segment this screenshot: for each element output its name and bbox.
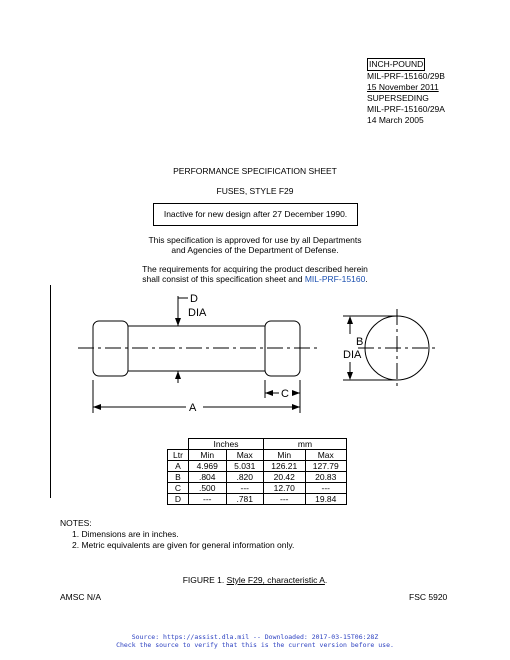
page-subtitle: FUSES, STYLE F29 <box>216 186 294 196</box>
superseding-label: SUPERSEDING <box>367 93 429 103</box>
page-title: PERFORMANCE SPECIFICATION SHEET <box>173 166 337 176</box>
note-item: 1. Dimensions are in inches. <box>72 529 179 539</box>
label-b-dia: DIA <box>343 349 362 361</box>
col-header: Min <box>264 450 306 461</box>
amsc-label: AMSC N/A <box>60 592 102 602</box>
approval-line-2: and Agencies of the Department of Defense. <box>171 245 339 255</box>
notes-heading: NOTES: <box>60 518 92 528</box>
table-row: B .804 .820 20.42 20.83 <box>168 472 347 483</box>
table-row: A 4.969 5.031 126.21 127.79 <box>168 461 347 472</box>
col-header: Min <box>189 450 227 461</box>
col-header: Ltr <box>168 450 189 461</box>
requirements-line-2: shall consist of this specification sheet and MIL-PRF-15160. <box>142 274 368 284</box>
approval-line-1: This specification is approved for use by all Departments <box>148 235 362 245</box>
superseded-document: MIL-PRF-15160/29A <box>367 104 445 114</box>
label-d: D <box>190 293 198 305</box>
table-row: C .500 --- 12.70 --- <box>168 483 347 494</box>
spec-link[interactable]: MIL-PRF-15160 <box>304 274 366 284</box>
label-d-dia: DIA <box>188 307 207 319</box>
source-footer <box>0 633 510 649</box>
superseded-date: 14 March 2005 <box>367 115 424 125</box>
label-a: A <box>189 402 197 414</box>
source-line-2: Check the source to verify that this is the current version before use. <box>116 641 394 649</box>
mm-header: mm <box>264 439 347 450</box>
label-b: B <box>356 336 364 348</box>
notes-section <box>60 518 294 551</box>
label-c: C <box>281 388 289 400</box>
dimensions-table <box>167 438 347 505</box>
inches-header: Inches <box>189 439 264 450</box>
document-number: MIL-PRF-15160/29B <box>367 71 445 81</box>
document-date: 15 November 2011 <box>367 82 439 92</box>
col-header: Max <box>226 450 264 461</box>
fsc-label: FSC 5920 <box>409 592 448 602</box>
table-row: D --- .781 --- 19.84 <box>168 494 347 505</box>
figure-caption: FIGURE 1. Style F29, characteristic A. <box>182 575 328 585</box>
inactive-notice: Inactive for new design after 27 December 1990. <box>153 203 358 226</box>
note-item: 2. Metric equivalents are given for general information only. <box>72 540 295 550</box>
col-header: Max <box>305 450 347 461</box>
requirements-line-1: The requirements for acquiring the product described herein <box>142 264 368 274</box>
source-line-1: Source: https://assist.dla.mil -- Downloaded: 2017-03-15T06:28Z <box>131 633 379 641</box>
inch-pound-label: INCH-POUND <box>369 59 424 69</box>
